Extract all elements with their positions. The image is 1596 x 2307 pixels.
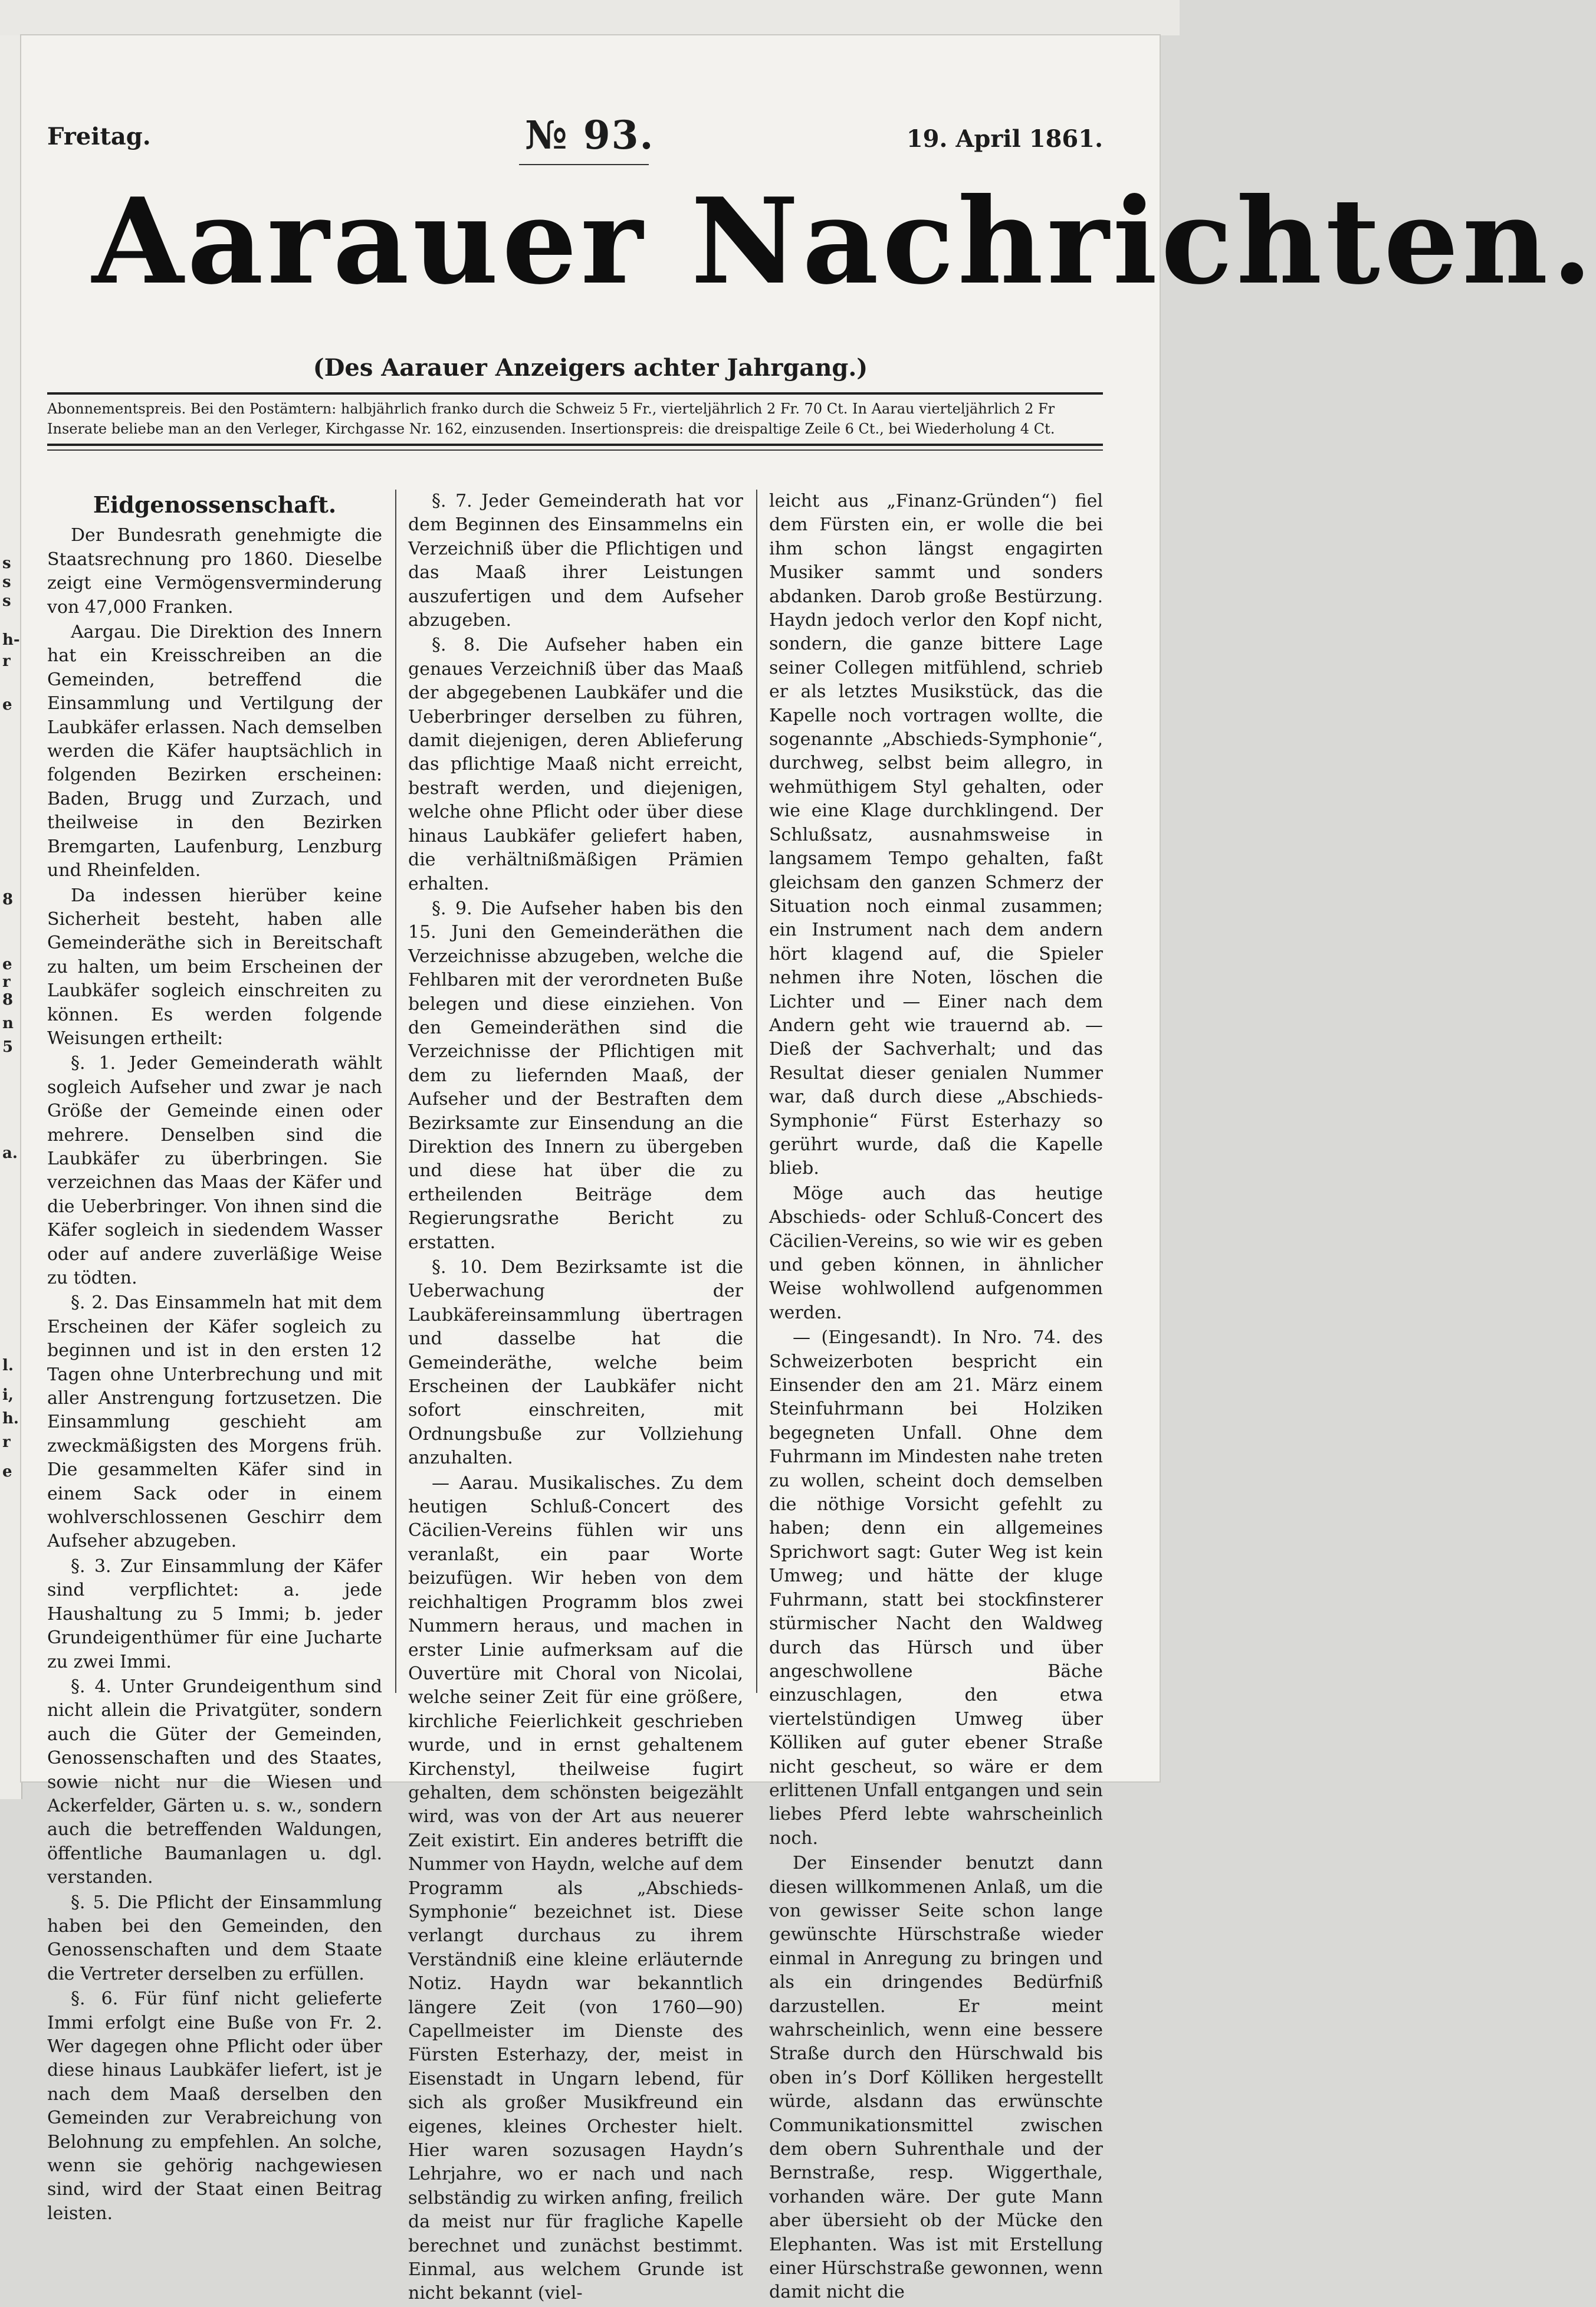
adjacent-page-glyph: s: [2, 592, 11, 610]
article-paragraph: — Aarau. Musikalisches. Zu dem heutigen Schluß-Concert des Cäcilien-Vereins fühlen wir uns veranlaßt, ein paar Worte beizufügen. Wir heben von dem reichhaltigen Programm blos zwei Nummern heraus, und machen in erster Linie aufmerksam auf die Ouvertüre mit Choral von Nicolai, welche seiner Zeit für eine größere, kirchliche Feierlichkeit geschrieben wurde, und in ernst gehaltenem Kirchenstyl, theilweise fugirt gehalten, dem schönsten beigezählt wird, was von der Art aus neuerer Zeit existirt. Ein anderes betrifft die Nummer von Haydn, welche auf dem Programm als „Abschieds-Symphonie“ bezeichnet ist. Diese verlangt durchaus zu ihrem Verständniß eine kleine erläuternde Notiz. Haydn war bekanntlich längere Zeit (von 1760—90) Capellmeister im Dienste des Fürsten Esterhazy, der, meist in Eisenstadt in Ungarn lebend, für sich als großer Musikfreund ein eigenes, kleines Orchester hielt. Hier waren sozusagen Haydn’s Lehrjahre, wo er nach und nach selbständig zu wirken anfing, freilich da meist nur für fragliche Kapelle berechnet und zunächst bestimmt. Einmal, aus welchem Grunde ist nicht bekannt (viel-: [408, 1472, 743, 2304]
header-rule-bottom-thin: [47, 449, 1103, 451]
header-rule-bottom: [47, 444, 1103, 446]
column-rule-2: [756, 490, 757, 1693]
adjacent-page-glyph: e: [2, 956, 12, 973]
scan-top-margin: [0, 0, 1180, 35]
article-paragraph: — (Eingesandt). In Nro. 74. des Schweizerboten bespricht ein Einsender den am 21. März einem Steinfuhrmann bei Holziken begegneten Unfall. Ohne dem Fuhrmann im Mindesten nahe treten zu wollen, scheint doch demselben die nöthige Vorsicht gefehlt zu haben; denn ein allgemeines Sprichwort sagt: Guter Weg ist kein Umweg; und hätte der kluge Fuhrmann, statt bei stockfinsterer stürmischer Nacht den Waldweg durch das Hürsch und über angeschwollene Bäche einzuschlagen, den etwa viertelstündigen Umweg über Kölliken auf guter ebener Straße nicht gescheut, so wäre er dem erlittenen Unfall entgangen und sein liebes Pferd lebte wahrscheinlich noch.: [769, 1327, 1103, 1849]
dateline: [47, 88, 1103, 158]
adjacent-page-glyph: l.: [2, 1357, 14, 1374]
insertion-price-line: Inserate beliebe man an den Verleger, Kirchgasse Nr. 162, einzusenden. Insertionspreis: die dreispaltige Zeile 6 Ct., bei Wiederholung 4 Ct.: [47, 421, 1055, 437]
subscription-price-line: Abonnementspreis. Bei den Postämtern: halbjährlich franko durch die Schweiz 5 Fr., vierteljährlich 2 Fr. 70 Ct. In Aarau vierteljährlich 2 Fr: [47, 401, 1055, 417]
adjacent-page-glyph: h-: [2, 631, 20, 649]
article-paragraph: §. 1. Jeder Gemeinderath wählt sogleich Aufseher und zwar je nach Größe der Gemeinde einen oder mehrere. Denselben sind die Laubkäfer zu überbringen. Sie verzeichnen das Maas der Käfer und die Ueberbringer. Von ihnen sind die Käfer sogleich in siedendem Wasser oder auf andere zuverläßige Weise zu tödten.: [47, 1053, 382, 1288]
issue-number: № 93.: [525, 112, 655, 158]
article-paragraph: §. 3. Zur Einsammlung der Käfer sind verpflichtet: a. jede Haushaltung zu 5 Immi; b. jeder Grundeigenthümer für eine Jucharte zu zwei Immi.: [47, 1555, 382, 1672]
article-paragraph: §. 10. Dem Bezirksamte ist die Ueberwachung der Laubkäfereinsammlung übertragen und dasselbe hat die Gemeinderäthe, welche beim Erscheinen der Laubkäfer nicht sofort einschreiten, mit Ordnungsbuße zur Vollziehung anzuhalten.: [408, 1257, 743, 1469]
article-paragraph: Möge auch das heutige Abschieds- oder Schluß-Concert des Cäcilien-Vereins, so wie wir es geben und geben können, in ähnlicher Weise wohlwollend aufgenommen werden.: [769, 1183, 1103, 1323]
adjacent-page-glyph: r: [2, 1433, 11, 1451]
column-1: [47, 490, 382, 2227]
newspaper-page: [21, 35, 1596, 2304]
column-3: [769, 490, 1103, 2306]
adjacent-page-glyph: r: [2, 652, 11, 670]
adjacent-page-glyph: s: [2, 573, 11, 591]
adjacent-page-glyph: i,: [2, 1386, 14, 1404]
article-paragraph: Der Einsender benutzt dann diesen willkommenen Anlaß, um die von gewisser Seite schon lange gewünschte Hürschstraße wieder einmal in Anregung zu bringen und als ein dringendes Bedürfniß darzustellen. Er meint wahrscheinlich, wenn eine bessere Straße durch den Hürschwald bis oben in’s Dorf Kölliken hergestellt würde, alsdann das erwünschte Communikationsmittel zwischen dem obern Suhrenthale und der Bernstraße, resp. Wiggerthale, vorhanden wäre. Der gute Mann aber übersieht ob der Mücke den Elephanten. Was ist mit Erstellung einer Hürschstraße gewonnen, wenn damit nicht die: [769, 1853, 1103, 2303]
adjacent-page-strip: [0, 35, 22, 1799]
article-paragraph: §. 6. Für fünf nicht gelieferte Immi erfolgt eine Buße von Fr. 2. Wer dagegen ohne Pflicht oder über diese hinaus Laubkäfer liefert, ist je nach dem Maaß derselben den Gemeinden zur Verabreichung von Belohnung zu empfehlen. An solche, wenn sie gehörig nachgewiesen sind, wird der Staat einen Beitrag leisten.: [47, 1988, 382, 2224]
adjacent-page-glyph: 8: [2, 891, 14, 908]
header-rule-top: [47, 392, 1103, 395]
column-2: [408, 490, 743, 2307]
article-paragraph: §. 9. Die Aufseher haben bis den 15. Juni den Gemeinderäthen die Verzeichnisse abzugeben, welche die Fehlbaren mit der verordneten Buße belegen und diese einziehen. Von den Gemeinderäthen sind die Verzeichnisse der Pflichtigen mit dem zu liefernden Maaß, der Aufseher und der Bestraften dem Bezirksamte zur Einsendung an die Direktion des Innern zu übergeben und diese hat über die zu ertheilenden Beiträge dem Regierungsrathe Bericht zu erstatten.: [408, 898, 743, 1253]
adjacent-page-glyph: 8: [2, 991, 14, 1009]
adjacent-page-glyph: e: [2, 696, 12, 714]
weekday: Freitag.: [47, 123, 151, 150]
issue-date: 19. April 1861.: [906, 125, 1103, 153]
adjacent-page-glyph: s: [2, 554, 11, 572]
column-rule-1: [395, 490, 396, 1693]
adjacent-page-glyph: n: [2, 1015, 14, 1032]
article-paragraph: §. 8. Die Aufseher haben ein genaues Verzeichniß über das Maaß der abgegebenen Laubkäfer und die Ueberbringer derselben zu führen, damit diejenigen, deren Ablieferung das pflichtige Maaß nicht erreicht, bestraft werden, und diejenigen, welche ohne Pflicht oder über diese hinaus Laubkäfer geliefert haben, die verhältnißmäßigen Prämien erhalten.: [408, 635, 743, 894]
article-paragraph: Der Bundesrath genehmigte die Staatsrechnung pro 1860. Dieselbe zeigt eine Vermögensverminderung von 47,000 Franken.: [47, 525, 382, 618]
adjacent-page-glyph: e: [2, 1463, 12, 1481]
section-title: Eidgenossenschaft.: [93, 491, 337, 518]
masthead-subtitle: (Des Aarauer Anzeigers achter Jahrgang.): [313, 354, 868, 382]
article-paragraph: Aargau. Die Direktion des Innern hat ein Kreisschreiben an die Gemeinden, betreffend die Einsammlung und Vertilgung der Laubkäfer erlassen. Nach demselben werden die Käfer hauptsächlich in folgenden Bezirken erscheinen: Baden, Brugg und Zurzach, und theilweise in den Bezirken Bremgarten, Laufenburg, Lenzburg und Rheinfelden.: [47, 622, 382, 881]
article-paragraph: §. 5. Die Pflicht der Einsammlung haben bei den Gemeinden, den Genossenschaften und dem Staate die Vertreter derselben zu erfüllen.: [47, 1892, 382, 1984]
article-paragraph: §. 2. Das Einsammeln hat mit dem Erscheinen der Käfer sogleich zu beginnen und ist in den ersten 12 Tagen ohne Unterbrechung und mit aller Anstrengung fortzusetzen. Die Einsammlung geschieht am zweckmäßigsten des Morgens früh. Die gesammelten Käfer sind in einem Sack oder in einem wohlverschlossenen Geschirr dem Aufseher abzugeben.: [47, 1292, 382, 1552]
adjacent-page-glyph: r: [2, 973, 11, 991]
column-3-body: [769, 490, 1103, 2305]
masthead-title: Aarauer Nachrichten.: [92, 172, 1596, 311]
adjacent-page-glyph: a.: [2, 1144, 18, 1162]
adjacent-page-glyph: 5: [2, 1038, 14, 1056]
column-1-body: [47, 524, 382, 2226]
article-paragraph: §. 4. Unter Grundeigenthum sind nicht allein die Privatgüter, sondern auch die Güter der Gemeinden, Genossenschaften und des Staates, sowie nicht nur die Wiesen und Ackerfelder, Gärten u. s. w., sondern auch die betreffenden Waldungen, öffentliche Baumanlagen u. dgl. verstanden.: [47, 1676, 382, 1888]
article-paragraph: Da indessen hierüber keine Sicherheit besteht, haben alle Gemeinderäthe sich in Bereitschaft zu halten, um beim Erscheinen der Laubkäfer sogleich einschreiten zu können. Es werden folgende Weisungen ertheilt:: [47, 885, 382, 1049]
article-paragraph: leicht aus „Finanz-Gründen“) fiel dem Fürsten ein, er wolle die bei ihm schon längst engagirten Musiker sammt und sonders abdanken. Darob große Bestürzung. Haydn jedoch verlor den Kopf nicht, sondern, die ganze bittere Lage seiner Collegen mitfühlend, schrieb er als letztes Musikstück, das die Kapelle noch vortragen wollte, die sogenannte „Abschieds-Symphonie“, durchweg, selbst beim allegro, in wehmüthigem Styl gehalten, oder wie eine Klage durchklingend. Der Schlußsatz, ausnahmsweise in langsamem Tempo gehalten, faßt gleichsam den ganzen Schmerz der Situation noch einmal zusammen; ein Instrument nach dem andern hört klagend auf, die Spieler nehmen ihre Noten, löschen die Lichter und — Einer nach dem Andern geht wie trauernd ab. — Dieß der Sachverhalt; und das Resultat dieser genialen Nummer war, daß durch diese „Abschieds-Symphonie“ Fürst Esterhazy so gerührt wurde, daß die Kapelle blieb.: [769, 491, 1103, 1179]
issue-underline: [519, 164, 649, 165]
column-2-body: [408, 490, 743, 2306]
article-paragraph: §. 7. Jeder Gemeinderath hat vor dem Beginnen des Einsammelns ein Verzeichniß über die Pflichtigen und das Maaß ihrer Leistungen auszufertigen und dem Aufseher abzugeben.: [408, 491, 743, 631]
adjacent-page-glyph: h.: [2, 1410, 19, 1427]
